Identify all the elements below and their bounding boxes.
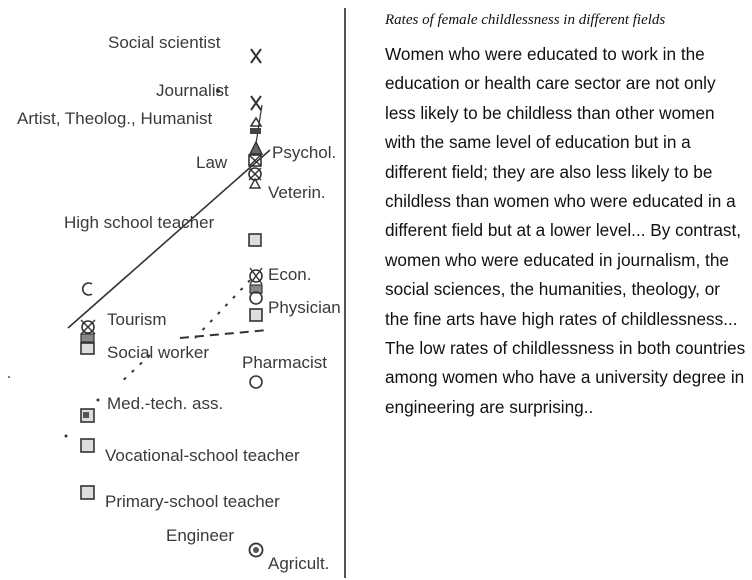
label-primary: Primary-school teacher [105,492,280,511]
label-tourism: Tourism [107,310,167,329]
dot-mark [97,399,100,402]
label-econ: Econ. [268,265,312,284]
label-psychol: Psychol. [272,143,337,162]
label-social-scientist: Social scientist [108,33,221,52]
label-journalist: Journalist [156,81,229,100]
marker-physician [250,309,262,321]
marker-econ-physician [250,268,262,304]
label-agricult: Agricult. [268,554,330,573]
label-high-school-teacher: High school teacher [64,213,215,232]
label-med-tech: Med.-tech. ass. [107,394,224,413]
marker-psychol [250,142,262,154]
caption-panel [385,10,747,422]
dot-mark [65,435,68,438]
marker-engineer [250,544,263,557]
university-trend-line [68,150,270,328]
marker-tourism-social-worker [81,320,95,354]
marker-open-circle-left [83,283,92,295]
label-vocational: Vocational-school teacher [105,446,300,465]
marker-high-school-teacher [249,234,261,246]
label-artist: Artist, Theolog., Humanist [17,109,213,128]
dot-mark [8,376,10,378]
dashed-trend-line-horizontal [180,330,268,338]
caption-body: Women who were educated to work in the education or health care sector are not only less likely to be childless than other women with the same level of education but in a different field; they are also less likely to be childless than women who were educated in a different field but at a lower level... By contrast, women who were educated in journalism, the social sciences, the humanities, theology, or the fine arts have high rates of childlessness... The low rates of childlessness in both countries among women who have a university degree in engineering are surprising.. [385,44,746,417]
label-physician: Physician [268,298,341,317]
caption-title: Rates of female childlessness in different fields [385,12,666,28]
marker-pharmacist [250,376,262,388]
dashed-trend-line-diagonal [195,275,255,338]
marker-med-tech [81,409,94,422]
marker-vocational [81,439,94,452]
marker-primary [81,486,94,499]
childlessness-figure [0,0,370,580]
label-engineer: Engineer [166,526,235,545]
label-veterin: Veterin. [268,183,326,202]
figure-canvas [0,0,370,580]
label-social-worker: Social worker [107,343,210,362]
label-law: Law [196,153,228,172]
label-pharmacist: Pharmacist [242,353,328,372]
marker-social-scientist [251,49,261,63]
